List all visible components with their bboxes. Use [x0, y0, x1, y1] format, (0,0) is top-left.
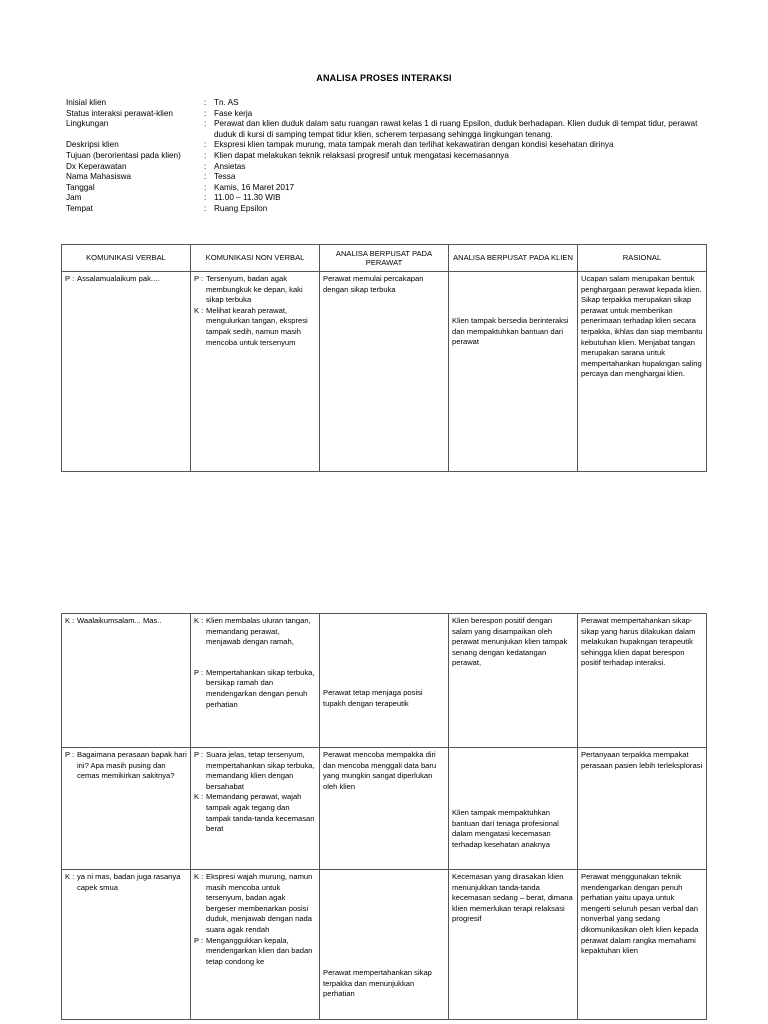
cell-perawat: Perawat mencoba mempakka diri dan mencoba menggali data baru yang mungkin sangat diperlukan oleh klien [320, 748, 449, 870]
nonverbal-text: Tersenyum, badan agak membungkuk ke depan, kaki sikap terbuka [206, 274, 303, 305]
cell-nonverbal: K : Klien membalas uluran tangan, memandang perawat, menjawab dengan ramah, P : Mempertahankan sikap terbuka, bersikap ramah dan mendengarkan dengan penuh perhatian [191, 614, 320, 748]
info-section [66, 98, 716, 215]
table-header-row [62, 245, 707, 272]
info-label: Nama Mahasiswa [66, 172, 132, 182]
header-nonverbal: KOMUNIKASI NON VERBAL [191, 245, 320, 272]
info-label: Inisial klien [66, 98, 107, 107]
cell-verbal: P : Assalamualaikum pak.... [62, 272, 191, 472]
info-value: Tessa [214, 172, 236, 182]
info-value: Fase kerja [214, 108, 253, 118]
info-row: Tempat : Ruang Epsilon [66, 204, 716, 215]
info-label: Lingkungan [66, 119, 109, 129]
info-row: Jam : 11.00 – 11.30 WIB [66, 193, 716, 204]
nonverbal-text: Mempertahankan sikap terbuka, bersikap ramah dan mendengarkan dengan penuh perhatian [206, 667, 315, 709]
nonverbal-text: Memandang perawat, wajah tampak agak tegang dan tampak tanda-tanda kecemasan berat [206, 792, 315, 834]
nonverbal-text: Klien membalas uluran tangan, memandang perawat, menjawab dengan ramah, [206, 616, 311, 647]
header-klien: ANALISA BERPUSAT PADA KLIEN [449, 245, 578, 272]
perawat-text: Perawat mempertahankan sikap terpakka dan menunjukkan perhatian [323, 968, 432, 999]
page-title: ANALISA PROSES INTERAKSI [316, 73, 452, 83]
table-row [62, 614, 707, 748]
header-rasional: RASIONAL [578, 245, 707, 272]
cell-verbal: K : Waalaikumsalam... Mas.. [62, 614, 191, 748]
header-verbal: KOMUNIKASI VERBAL [62, 245, 191, 272]
verbal-text: Waalaikumsalam... Mas.. [77, 616, 162, 625]
info-value: Ansietas [214, 161, 246, 171]
cell-perawat: Perawat memulai percakapan dengan sikap terbuka [320, 272, 449, 472]
info-row: Dx Keperawatan : Ansietas [66, 162, 716, 173]
cell-nonverbal: K : Ekspresi wajah murung, namun masih mencoba untuk tersenyum, badan agak bergeser membenarkan posisi duduk, menjawab dengan nada suara agak rendah P : Menganggukkan kepala, mendengarkan klien dan badan tetap condong ke [191, 870, 320, 1020]
info-label: Jam [66, 193, 82, 203]
info-label: Tempat [66, 203, 93, 213]
cell-verbal: K : ya ni mas, badan juga rasanya capek smua [62, 870, 191, 1020]
info-label: Status interaksi perawat-klien [66, 108, 173, 118]
cell-nonverbal: P : Suara jelas, tetap tersenyum, mempertahankan sikap terbuka, memandang klien dengan bersahabat K : Memandang perawat, wajah tampak agak tegang dan tampak tanda-tanda kecemasan berat [191, 748, 320, 870]
verbal-text: ya ni mas, badan juga rasanya capek smua [77, 872, 181, 892]
table-row [62, 870, 707, 1020]
info-value: 11.00 – 11.30 WIB [214, 193, 281, 203]
info-label: Deskripsi klien [66, 140, 119, 150]
info-value: Kamis, 16 Maret 2017 [214, 182, 295, 192]
cell-klien [449, 748, 578, 870]
klien-text: Klien tampak mempaktuhkan bantuan dari tenaga profesional dalam mengatasi kecemasan terhadap kesehatan anaknya [452, 808, 559, 849]
cell-rasional: Pertanyaan terpakka mempakat perasaan pasien lebih terleksplorasi [578, 748, 707, 870]
verbal-text: Assalamualaikum pak.... [77, 274, 160, 283]
info-row: Lingkungan : Perawat dan klien duduk dalam satu ruangan rawat kelas 1 di ruang Epsilon, duduk berhadapan. Klien duduk di tempat tidur, perawat duduk di kursi di samping tempat tidur klien, scherem terpasang sehingga lingkungan tenang. [66, 119, 716, 140]
info-row: Tujuan (berorientasi pada klien) : Klien dapat melakukan teknik relaksasi progresif untuk mengatasi kecemasannya [66, 151, 716, 162]
info-row: Status interaksi perawat-klien : Fase kerja [66, 109, 716, 120]
info-row: Deskripsi klien : Ekspresi klien tampak murung, mata tampak merah dan terlihat kekawatiran dengan kondisi kesehatan dirinya [66, 140, 716, 151]
cell-verbal: P : Bagaimana perasaan bapak hari ini? Apa masih pusing dan cemas memikirkan sakitnya? [62, 748, 191, 870]
interaction-table-1 [61, 244, 707, 472]
info-value: Tn. AS [214, 98, 239, 107]
cell-rasional: Perawat mempertahankan sikap-sikap yang harus dilakukan dalam melakukan hupakngan terapeutik sehingga klien dapat berespon positif terhadap interaksi. [578, 614, 707, 748]
info-value: Klien dapat melakukan teknik relaksasi progresif untuk mengatasi kecemasannya [214, 150, 509, 160]
cell-perawat [320, 870, 449, 1020]
table-row [62, 748, 707, 870]
info-row: Tanggal : Kamis, 16 Maret 2017 [66, 183, 716, 194]
cell-klien: Klien berespon positif dengan salam yang disampaikan oleh perawat menunjukan klien tampak senang dengan kedatangan perawat, [449, 614, 578, 748]
info-row: Nama Mahasiswa : Tessa [66, 172, 716, 183]
header-perawat: ANALISA BERPUSAT PADA PERAWAT [320, 245, 449, 272]
cell-rasional: Perawat menggunakan teknik mendengarkan dengan penuh perhatian yaitu upaya untuk mengerti seluruh pesan verbal dan nonverbal yang sedang dikomunikasikan oleh klien kepada perawat dalam rangka memahami kepaktuhan klien [578, 870, 707, 1020]
info-value: Ekspresi klien tampak murung, mata tampak merah dan terlihat kekawatiran dengan kondisi kesehatan dirinya [214, 140, 614, 150]
verbal-text: Bagaimana perasaan bapak hari ini? Apa masih pusing dan cemas memikirkan sakitnya? [77, 750, 187, 781]
nonverbal-text: Suara jelas, tetap tersenyum, mempertahankan sikap terbuka, memandang klien dengan bersahabat [206, 750, 315, 791]
nonverbal-text: Ekspresi wajah murung, namun masih mencoba untuk tersenyum, badan agak bergeser membenarkan posisi duduk, menjawab dengan nada suara agak rendah [206, 872, 313, 934]
info-value: Ruang Epsilon [214, 203, 268, 213]
cell-klien [449, 272, 578, 472]
nonverbal-text: Menganggukkan kepala, mendengarkan klien dan badan tetap condong ke [206, 935, 313, 966]
info-label: Tujuan (berorientasi pada klien) [66, 150, 181, 160]
info-row: Inisial klien : Tn. AS [66, 98, 716, 109]
perawat-text: Perawat tetap menjaga posisi tupakh dengan terapeutik [323, 688, 423, 708]
interaction-table-2 [61, 613, 707, 1020]
table-row [62, 272, 707, 472]
info-value: Perawat dan klien duduk dalam satu ruangan rawat kelas 1 di ruang Epsilon, duduk berhadapan. Klien duduk di tempat tidur, perawat duduk di kursi di samping tempat tidur klien, scherem terpasang sehingga lingkungan tenang. [214, 119, 698, 139]
klien-text: Klien tampak bersedia berinteraksi dan mempaktuhkan bantuan dari perawat [452, 316, 569, 347]
cell-nonverbal: P : Tersenyum, badan agak membungkuk ke depan, kaki sikap terbuka K : Melihat kearah perawat, mengulurkan tangan, ekspresi tampak sedih, namun masih mencoba untuk tersenyum [191, 272, 320, 472]
nonverbal-text: Melihat kearah perawat, mengulurkan tangan, ekspresi tampak sedih, namun masih mencoba untuk tersenyum [206, 305, 308, 347]
cell-perawat [320, 614, 449, 748]
info-label: Dx Keperawatan [66, 161, 127, 171]
cell-klien: Kecemasan yang dirasakan klien menunjukkan tanda-tanda kecemasan sedang – berat, dimana klien memerlukan terapi relaksasi progresif [449, 870, 578, 1020]
cell-rasional: Ucapan salam merupakan bentuk penghargaan perawat kepada klien. Sikap terpakka merupakan sikap perawat untuk memberikan penerimaan terhadap klien secara terpakka, ikhlas dan siap membantu kebutuhan klien. Menjabat tangan merupakan sarana untuk mempertahankan hupakngan saling percaya dan menghargai klien. [578, 272, 707, 472]
info-label: Tanggal [66, 182, 95, 192]
